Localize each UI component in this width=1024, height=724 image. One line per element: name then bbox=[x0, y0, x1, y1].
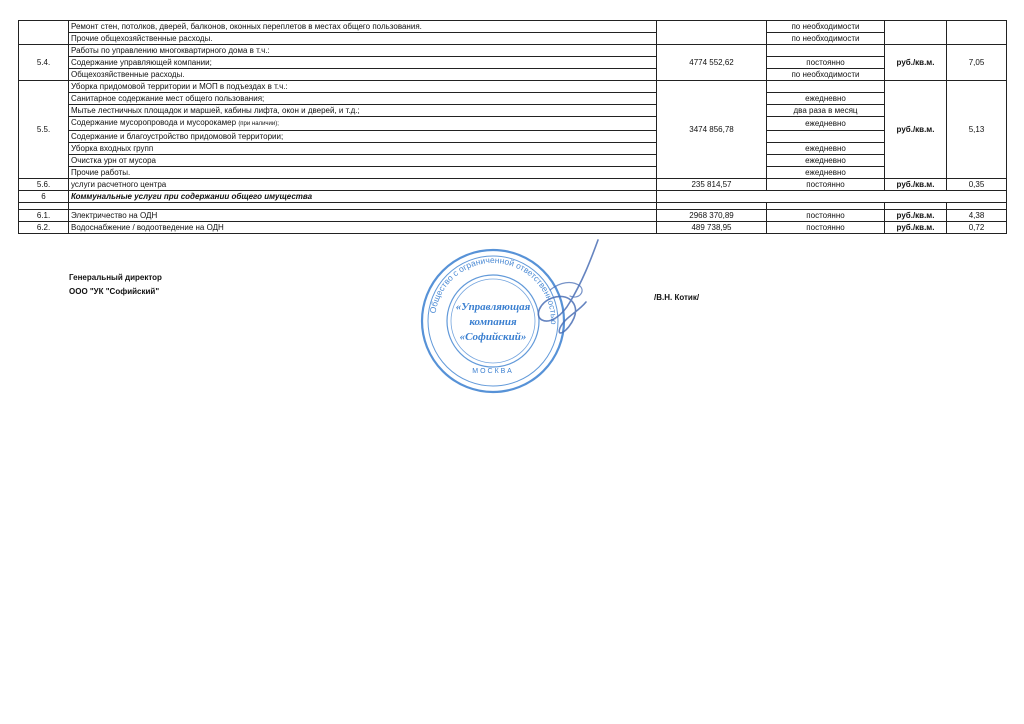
signer-title: Генеральный директор bbox=[69, 273, 162, 282]
row-description: Содержание и благоустройство придомовой территории; bbox=[69, 131, 657, 143]
row-description: Прочие общехозяйственные расходы. bbox=[69, 33, 657, 45]
stamp-line-1: «Управляющая bbox=[455, 301, 531, 313]
table-row bbox=[19, 57, 1007, 69]
row-frequency: постоянно bbox=[767, 210, 885, 222]
row-description: Прочие работы. bbox=[69, 167, 657, 179]
row-description: Общехозяйственные расходы. bbox=[69, 69, 657, 81]
handwritten-signature bbox=[520, 232, 610, 362]
row-rate: 0,35 bbox=[947, 179, 1007, 191]
row-sum: 235 814,57 bbox=[657, 179, 767, 191]
stamp-city: МОСКВА bbox=[472, 368, 514, 375]
row-frequency: постоянно bbox=[767, 222, 885, 234]
row-frequency: постоянно bbox=[767, 57, 885, 69]
row-description: Очистка урн от мусора bbox=[69, 155, 657, 167]
row-frequency: два раза в месяц bbox=[767, 105, 885, 117]
table-row bbox=[19, 210, 1007, 222]
table-row bbox=[19, 21, 1007, 33]
table-row bbox=[19, 203, 1007, 210]
row-sum: 3474 856,78 bbox=[657, 81, 767, 179]
table-row bbox=[19, 179, 1007, 191]
stamp-ring-text: Общество с ограниченной ответственностью bbox=[427, 254, 560, 325]
row-rate: 0,72 bbox=[947, 222, 1007, 234]
stamp-line-2: компания bbox=[469, 316, 517, 328]
row-description: Мытье лестничных площадок и маршей, кабины лифта, окон и дверей, и т.д.; bbox=[69, 105, 657, 117]
row-number: 5.5. bbox=[19, 81, 69, 179]
row-frequency: ежедневно bbox=[767, 155, 885, 167]
row-description: Уборка придомовой территории и МОП в подъездах в т.ч.: bbox=[69, 81, 657, 93]
row-number: 5.4. bbox=[19, 45, 69, 81]
row-description: Водоснабжение / водоотведение на ОДН bbox=[69, 222, 657, 234]
table-row bbox=[19, 117, 1007, 131]
row-unit: руб./кв.м. bbox=[885, 179, 947, 191]
table-row bbox=[19, 69, 1007, 81]
row-number: 6.1. bbox=[19, 210, 69, 222]
row-number: 6.2. bbox=[19, 222, 69, 234]
table-row bbox=[19, 167, 1007, 179]
row-description: Электричество на ОДН bbox=[69, 210, 657, 222]
company-name: ООО "УК "Софийский" bbox=[69, 287, 160, 296]
row-number: 5.6. bbox=[19, 179, 69, 191]
row-frequency: ежедневно bbox=[767, 117, 885, 131]
table-row bbox=[19, 131, 1007, 143]
row-rate: 5,13 bbox=[947, 81, 1007, 179]
row-sum: 4774 552,62 bbox=[657, 45, 767, 81]
row-unit: руб./кв.м. bbox=[885, 222, 947, 234]
row-rate: 7,05 bbox=[947, 45, 1007, 81]
row-description: Содержание управляющей компании; bbox=[69, 57, 657, 69]
row-sum: 489 738,95 bbox=[657, 222, 767, 234]
signatory-name: /В.Н. Котик/ bbox=[654, 293, 700, 302]
row-description-note: (при наличии); bbox=[238, 121, 279, 127]
row-frequency: по необходимости bbox=[767, 21, 885, 33]
tariff-table bbox=[18, 20, 1007, 234]
row-frequency: ежедневно bbox=[767, 167, 885, 179]
table-row bbox=[19, 45, 1007, 57]
row-sum: 2968 370,89 bbox=[657, 210, 767, 222]
row-unit: руб./кв.м. bbox=[885, 81, 947, 179]
row-number: 6 bbox=[19, 191, 69, 203]
row-unit: руб./кв.м. bbox=[885, 45, 947, 81]
row-frequency bbox=[767, 131, 885, 143]
row-frequency: по необходимости bbox=[767, 33, 885, 45]
row-description: Работы по управлению многоквартирного дома в т.ч.: bbox=[69, 45, 657, 57]
row-frequency: ежедневно bbox=[767, 93, 885, 105]
table-row bbox=[19, 93, 1007, 105]
row-description: Коммунальные услуги при содержании общего имущества bbox=[69, 191, 657, 203]
row-description: услуги расчетного центра bbox=[69, 179, 657, 191]
row-unit: руб./кв.м. bbox=[885, 210, 947, 222]
row-frequency: ежедневно bbox=[767, 143, 885, 155]
table-row bbox=[19, 81, 1007, 93]
row-description: Ремонт стен, потолков, дверей, балконов, оконных переплетов в местах общего пользования. bbox=[69, 21, 657, 33]
stamp-line-3: «Софийский» bbox=[459, 331, 527, 343]
table-row bbox=[19, 33, 1007, 45]
row-description: Содержание мусоропровода и мусорокамер (при наличии); bbox=[69, 117, 657, 131]
row-description: Санитарное содержание мест общего пользования; bbox=[69, 93, 657, 105]
row-frequency: постоянно bbox=[767, 179, 885, 191]
table-row bbox=[19, 222, 1007, 234]
row-frequency: по необходимости bbox=[767, 69, 885, 81]
row-rate: 4,38 bbox=[947, 210, 1007, 222]
table-row bbox=[19, 155, 1007, 167]
table-row bbox=[19, 105, 1007, 117]
section-header-row bbox=[19, 191, 1007, 203]
table-row bbox=[19, 143, 1007, 155]
row-description: Уборка входных групп bbox=[69, 143, 657, 155]
